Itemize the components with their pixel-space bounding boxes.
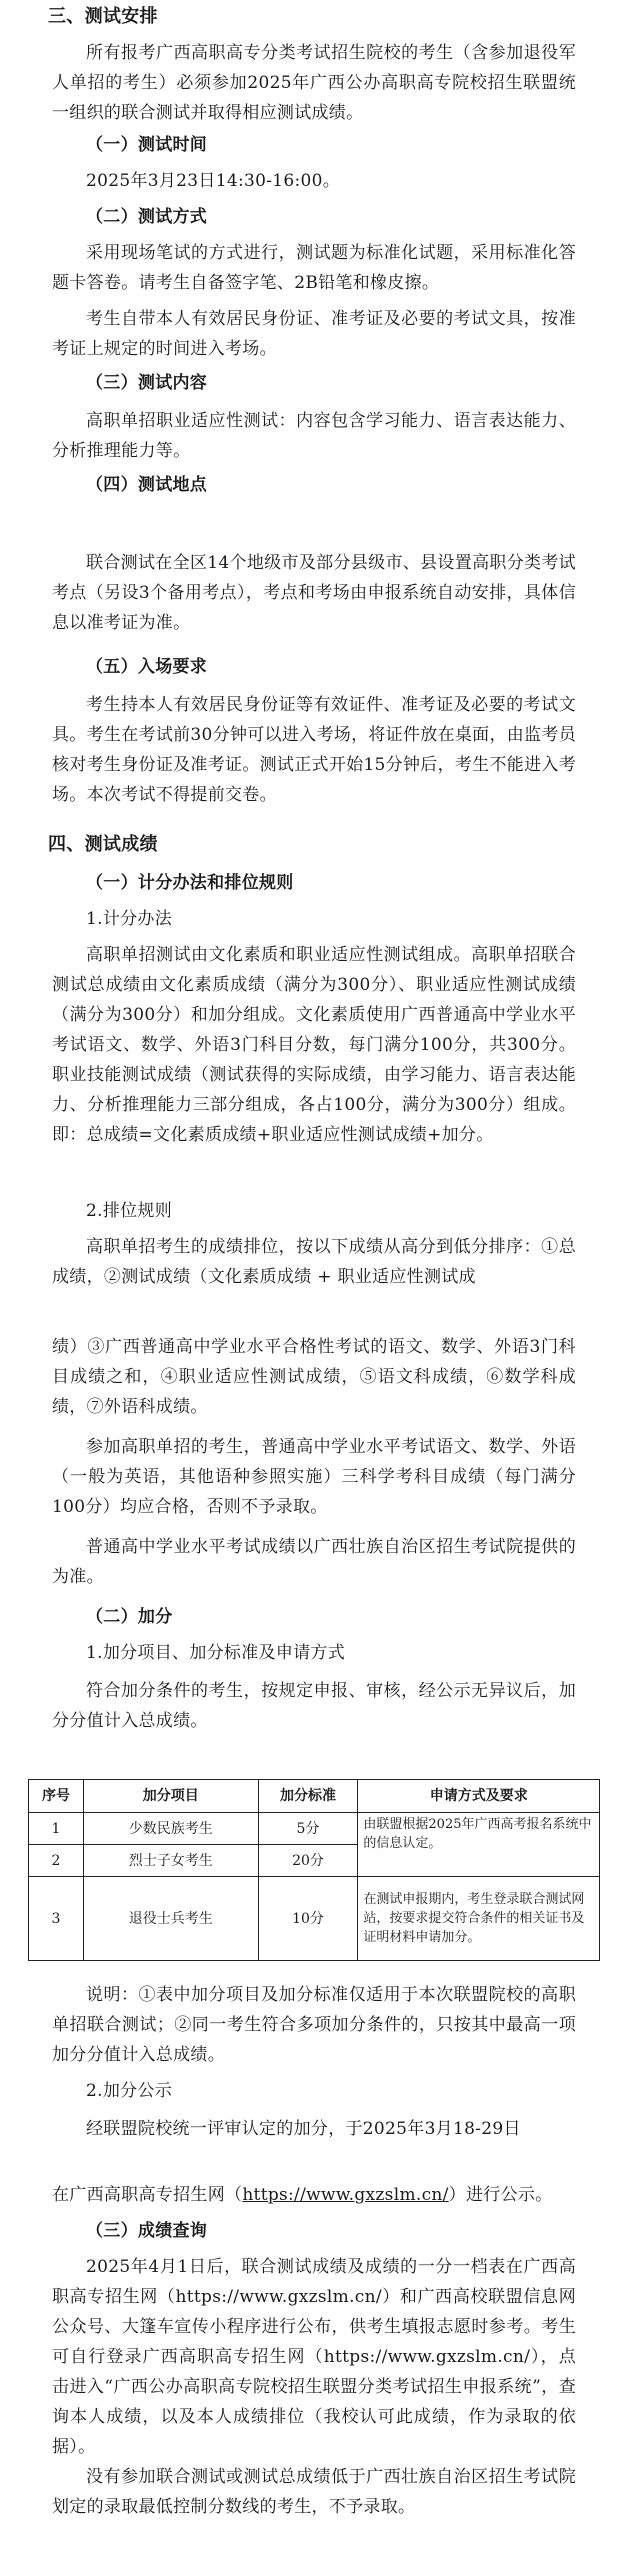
section-4-title: 四、测试成绩: [48, 834, 158, 855]
ranking-rule-paragraph-1: 高职单招考生的成绩排位，按以下成绩从高分到低分排序：①总成绩，②测试成绩（文化素质成绩 + 职业适应性测试成: [52, 1237, 576, 1287]
table-cell: 少数民族考生: [83, 1813, 258, 1845]
test-mode-heading: （二）测试方式: [86, 207, 208, 227]
scoring-method-heading: 1.计分办法: [86, 909, 173, 929]
bonus-note: 说明：①表中加分项目及加分标准仅适用于本次联盟院校的高职单招联合测试；②同一考生符合多项加分条件的，只按其中最高一项加分分值计入总成绩。: [52, 1985, 576, 2065]
test-place-heading: （四）测试地点: [86, 475, 208, 495]
table-cell: 1: [29, 1813, 84, 1845]
test-time-value: 2025年3月23日14:30-16:00。: [86, 171, 341, 191]
table-cell: 由联盟根据2025年广西高考报名系统中的信息认定。: [358, 1813, 600, 1877]
scoring-rules-heading: （一）计分办法和排位规则: [86, 873, 294, 893]
bonus-public-heading: 2.加分公示: [86, 2081, 173, 2101]
bonus-paragraph: 符合加分条件的考生，按规定申报、审核，经公示无异议后，加分分值计入总成绩。: [52, 1681, 576, 1731]
table-cell: 退役士兵考生: [83, 1877, 258, 1961]
bonus-table: [28, 1779, 600, 1961]
test-mode-paragraph-2: 考生自带本人有效居民身份证、准考证及必要的考试文具，按准考证上规定的时间进入考场。: [52, 309, 576, 359]
table-header-cell: 申请方式及要求: [358, 1780, 600, 1813]
table-cell: 10分: [258, 1877, 358, 1961]
table-cell: 20分: [258, 1845, 358, 1877]
table-header-cell: 加分标准: [258, 1780, 358, 1813]
bonus-heading: （二）加分: [86, 1607, 173, 1627]
test-time-heading: （一）测试时间: [86, 135, 208, 155]
ranking-rule-paragraph-2: 绩）③广西普通高中学业水平合格性考试的语文、数学、外语3门科目成绩之和，④职业适应性测试成绩，⑤语文科成绩，⑥数学科成绩，⑦外语科成绩。: [52, 1337, 576, 1417]
public-text-after-link: ）进行公示。: [448, 2185, 553, 2205]
test-content-paragraph: 高职单招职业适应性测试：内容包含学习能力、语言表达能力、分析推理能力等。: [52, 411, 576, 461]
score-query-paragraph-1: 2025年4月1日后，联合测试成绩及成绩的一分一档表在广西高职高专招生网（https://www.gxzslm.cn/）和广西高校联盟信息网公众号、大篷车宣传小程序进行公布，供考生填报志愿时参考。考生可自行登录广西高职高专招生网（https://www.gxzslm.cn/），点击进入“广西公办高职高专院校招生联盟分类考试招生申报系统”，查询本人成绩，以及本人成绩排位（我校认可此成绩，作为录取的依据）。: [52, 2257, 576, 2457]
entry-requirement-heading: （五）入场要求: [86, 657, 208, 677]
table-cell: 5分: [258, 1813, 358, 1845]
table-cell: 烈士子女考生: [83, 1845, 258, 1877]
table-row: [29, 1877, 600, 1961]
bonus-subheading: 1.加分项目、加分标准及申请方式: [86, 1643, 346, 1663]
ranking-rule-paragraph-4: 普通高中学业水平考试成绩以广西壮族自治区招生考试院提供的为准。: [52, 1537, 576, 1587]
ranking-rule-heading: 2.排位规则: [86, 1201, 173, 1221]
test-content-heading: （三）测试内容: [86, 373, 208, 393]
test-place-paragraph: 联合测试在全区14个地级市及部分县级市、县设置高职分类考试考点（另设3个备用考点），考点和考场由申报系统自动安排，具体信息以准考证为准。: [52, 553, 576, 633]
section-3-title: 三、测试安排: [48, 6, 158, 27]
table-row: [29, 1813, 600, 1845]
table-cell: 3: [29, 1877, 84, 1961]
test-mode-paragraph-1: 采用现场笔试的方式进行，测试题为标准化试题，采用标准化答题卡答卷。请考生自备签字笔、2B铅笔和橡皮擦。: [52, 243, 576, 293]
ranking-rule-paragraph-3: 参加高职单招的考生，普通高中学业水平考试语文、数学、外语（一般为英语，其他语种参照实施）三科学考科目成绩（每门满分100分）均应合格，否则不予录取。: [52, 1437, 576, 1517]
bonus-public-paragraph-1: 经联盟院校统一评审认定的加分，于2025年3月18-29日: [86, 2119, 521, 2139]
public-text-before-link: 在广西高职高专招生网（: [52, 2185, 243, 2205]
bonus-public-paragraph-2: [52, 2180, 576, 2210]
scoring-method-paragraph: 高职单招测试由文化素质和职业适应性测试组成。高职单招联合测试总成绩由文化素质成绩（满分为300分）、职业适应性测试成绩（满分为300分）和加分组成。文化素质使用广西普通高中学业水平考试语文、数学、外语3门科目分数，每门满分100分，共300分。职业技能测试成绩（测试获得的实际成绩，由学习能力、语言表达能力、分析推理能力三部分组成，各占100分，满分为300分）组成。即：总成绩=文化素质成绩+职业适应性测试成绩+加分。: [52, 945, 576, 1145]
gxzslm-link[interactable]: https://www.gxzslm.cn/: [242, 2185, 449, 2205]
table-header-cell: 加分项目: [83, 1780, 258, 1813]
bonus-table-header-row: [29, 1780, 600, 1813]
section-3-intro: 所有报考广西高职高专分类考试招生院校的考生（含参加退役军人单招的考生）必须参加2025年广西公办高职高专院校招生联盟统一组织的联合测试并取得相应测试成绩。: [52, 43, 576, 123]
table-header-cell: 序号: [29, 1780, 84, 1813]
entry-requirement-paragraph: 考生持本人有效居民身份证等有效证件、准考证及必要的考试文具。考生在考试前30分钟可以进入考场，将证件放在桌面，由监考员核对考生身份证及准考证。测试正式开始15分钟后，考生不能进入考场。本次考试不得提前交卷。: [52, 695, 576, 805]
table-cell: 2: [29, 1845, 84, 1877]
score-query-paragraph-2: 没有参加联合测试或测试总成绩低于广西壮族自治区招生考试院划定的录取最低控制分数线的考生，不予录取。: [52, 2467, 576, 2517]
score-query-heading: （三）成绩查询: [86, 2221, 208, 2241]
table-cell: 在测试申报期内，考生登录联合测试网站，按要求提交符合条件的相关证书及证明材料申请加分。: [358, 1877, 600, 1961]
